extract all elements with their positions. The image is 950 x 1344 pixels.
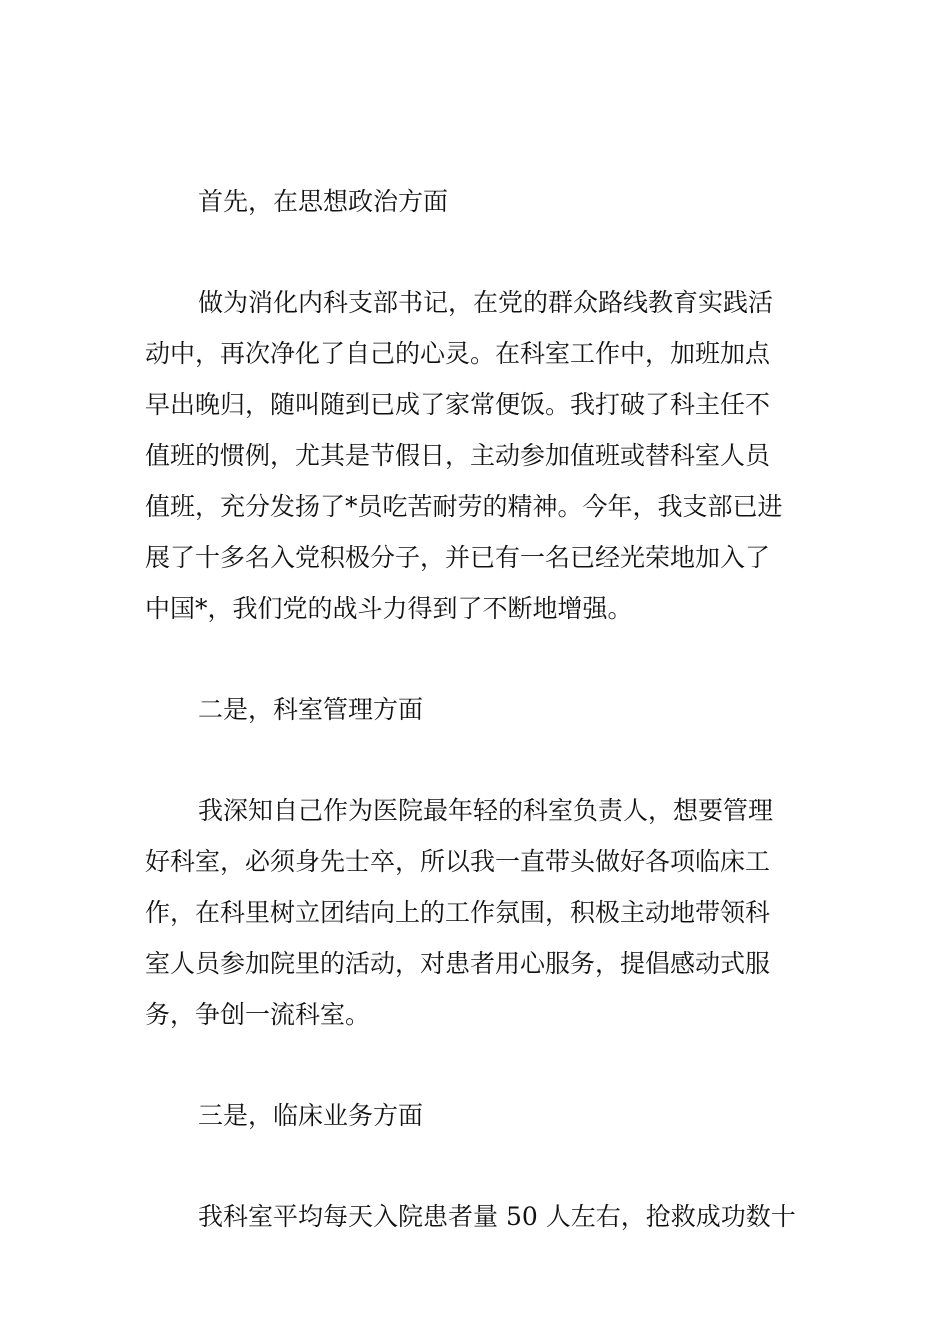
paragraph-line: 展了十多名入党积极分子，并已有一名已经光荣地加入了 (145, 543, 771, 572)
section-paragraph-3 (145, 1191, 810, 1242)
spacer (145, 1040, 810, 1090)
section-heading-3: 三是，临床业务方面 (198, 1101, 424, 1130)
spacer (145, 1141, 810, 1191)
paragraph-line: 好科室，必须身先士卒，所以我一直带头做好各项临床工 (145, 847, 771, 876)
paragraph-line: 做为消化内科支部书记，在党的群众路线教育实践活 (198, 288, 774, 317)
section-paragraph-1 (145, 277, 810, 634)
section-heading-1: 首先，在思想政治方面 (198, 187, 449, 216)
paragraph-line: 早出晚归，随叫随到已成了家常便饭。我打破了科主任不 (145, 390, 771, 419)
paragraph-line: 作，在科里树立团结向上的工作氛围，积极主动地带领科 (145, 898, 771, 927)
paragraph-line: 值班，充分发扬了*员吃苦耐劳的精神。今年，我支部已进 (145, 492, 783, 521)
section-paragraph-2 (145, 785, 810, 1040)
paragraph-line: 室人员参加院里的活动，对患者用心服务，提倡感动式服 (145, 949, 771, 978)
spacer (145, 735, 810, 785)
section-heading-2: 二是，科室管理方面 (198, 695, 424, 724)
spacer (145, 227, 810, 277)
paragraph-line: 务，争创一流科室。 (145, 1000, 371, 1029)
document-body (145, 176, 810, 1242)
paragraph-line: 我科室平均每天入院患者量 50 人左右，抢救成功数十 (198, 1202, 796, 1231)
spacer (145, 634, 810, 684)
paragraph-line: 值班的惯例，尤其是节假日，主动参加值班或替科室人员 (145, 441, 771, 470)
paragraph-line: 中国*，我们党的战斗力得到了不断地增强。 (145, 594, 633, 623)
paragraph-line: 我深知自己作为医院最年轻的科室负责人，想要管理 (198, 796, 774, 825)
paragraph-line: 动中，再次净化了自己的心灵。在科室工作中，加班加点 (145, 339, 771, 368)
